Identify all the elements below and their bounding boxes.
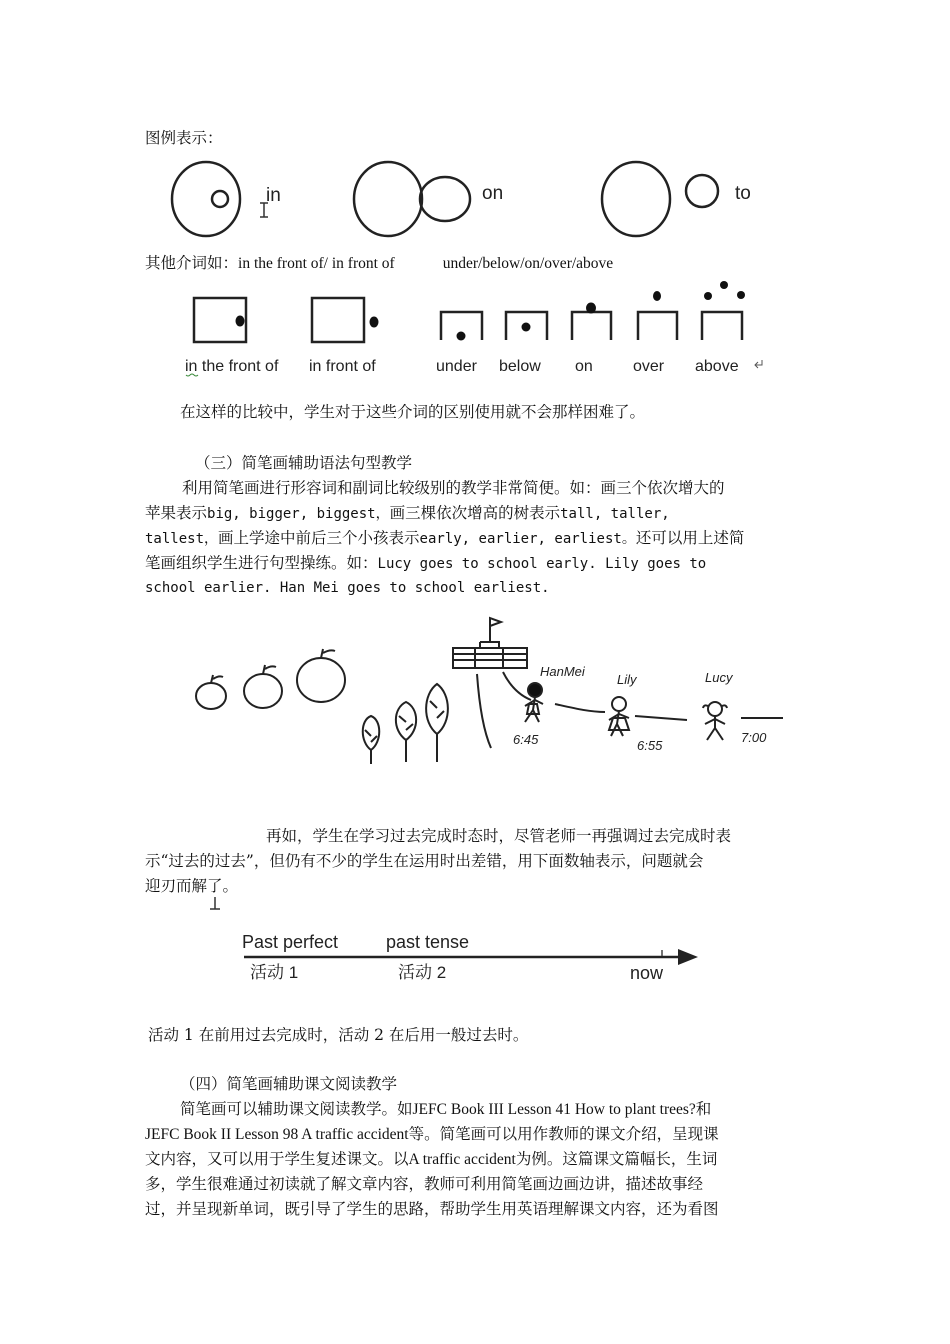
p5-l2b: 等。简笔画可以用作教师的课文介绍，呈现课 <box>408 1125 719 1143</box>
child-lucy-icon <box>703 702 727 740</box>
apple-medium-icon <box>244 665 282 708</box>
dot-above-2 <box>720 281 728 289</box>
circle-small-in <box>212 191 228 207</box>
p5-l2a: JEFC Book II Lesson 98 A traffic accident <box>145 1126 409 1143</box>
p2-line-1: 利用简笔画进行形容词和副词比较级别的教学非常简便。如：画三个依次增大的 <box>182 479 725 497</box>
p5-l1c: 和 <box>695 1100 712 1118</box>
circle-big-on <box>354 162 422 236</box>
label-on: on <box>482 183 504 204</box>
figure-circles-in-on-to <box>160 155 790 245</box>
label-to: to <box>735 183 751 204</box>
circle-big-to <box>602 162 670 236</box>
label-in: in <box>266 185 281 206</box>
heading-section-3: （三）简笔画辅助语法句型教学 <box>195 454 413 472</box>
label-above: above <box>695 358 739 375</box>
p3-line-1: 再如，学生在学习过去完成时态时，尽管老师一再强调过去完成时表 <box>266 827 732 845</box>
p2-l3a: tallest， <box>145 531 219 547</box>
paragraph-timeline-explanation: 活动 1 在前用过去完成时，活动 2 在后用一般过去时。 <box>148 1026 529 1044</box>
intro-label: 图例表示： <box>145 129 223 147</box>
arch-on <box>572 312 611 340</box>
label-in-front-of: in front of <box>309 358 376 375</box>
p5-line-3 <box>145 1149 717 1170</box>
p2-l4b: Lucy goes to school early. Lily goes to <box>377 556 707 572</box>
other-prepositions-prefix: 其他介词如： <box>145 254 239 272</box>
p2-l3d: 还可以用上述简 <box>635 529 745 547</box>
return-mark-icon <box>755 360 762 368</box>
track-line-1 <box>555 704 605 712</box>
arch-above <box>702 312 742 340</box>
tree-short-icon <box>363 716 380 764</box>
circle-big-in <box>172 162 240 236</box>
p5-line-4: 多，学生很难通过初读就了解文章内容，教师可利用简笔画边画边讲，描述故事经 <box>145 1175 704 1193</box>
p5-line-2 <box>145 1124 719 1145</box>
circle-small-to <box>686 175 718 207</box>
track-line-2 <box>635 716 687 720</box>
p2-l2d: tall, taller, <box>560 506 670 522</box>
p2-line-3 <box>145 528 744 549</box>
name-lily: Lily <box>617 672 637 687</box>
p5-l1a: 简笔画可以辅助课文阅读教学。如 <box>180 1100 413 1118</box>
label-under: under <box>436 358 477 375</box>
p2-l2c: 画三棵依次增高的树表示 <box>389 504 561 522</box>
heading-section-4: （四）简笔画辅助课文阅读教学 <box>180 1075 398 1093</box>
dot-under <box>457 332 466 341</box>
child-lily-icon <box>609 697 629 736</box>
other-prepositions-line <box>145 253 613 274</box>
p2-line-4 <box>145 553 706 574</box>
dot-below <box>522 323 531 332</box>
p2-l3b: 画上学途中前后三个小孩表示 <box>218 529 420 547</box>
dot-in-the-front-of <box>236 316 245 327</box>
p5-line-5: 过，并呈现新单词，既引导了学生的思路，帮助学生用英语理解课文内容，还为看图 <box>145 1200 719 1218</box>
apple-small-icon <box>196 675 226 709</box>
label-over: over <box>633 358 665 375</box>
figure-comparatives-drawing <box>185 612 795 772</box>
other-prepositions-part1: in the front of/ in front of <box>238 255 395 272</box>
arch-over <box>638 312 677 340</box>
name-lucy: Lucy <box>705 670 733 685</box>
dot-above-1 <box>704 292 712 300</box>
circle-small-on <box>420 177 470 221</box>
dot-above-3 <box>737 291 745 299</box>
p3-line-3: 迎刃而解了。 <box>145 877 239 895</box>
label-activity-2: 活动 2 <box>398 963 447 982</box>
p2-l2a: 苹果表示 <box>145 504 208 522</box>
p2-l4a: 笔画组织学生进行句型操练。如： <box>145 554 378 572</box>
label-activity-1: 活动 1 <box>250 963 299 982</box>
road-line <box>477 674 491 748</box>
time-lucy: 7:00 <box>741 730 767 745</box>
label-past-perfect: Past perfect <box>242 932 339 952</box>
timeline-arrowhead-icon <box>678 949 698 965</box>
time-hanmei: 6:45 <box>513 732 539 747</box>
child-hanmei-icon <box>525 683 543 722</box>
label-below: below <box>499 358 541 375</box>
cursor-mark-icon <box>210 897 220 909</box>
p5-l1b: JEFC Book III Lesson 41 How to plant trees? <box>412 1101 696 1118</box>
apple-large-icon <box>297 649 345 702</box>
time-lily: 6:55 <box>637 738 663 753</box>
p2-line-2 <box>145 503 670 524</box>
p2-l2b: big, bigger, biggest， <box>207 506 390 522</box>
box-in-front-of <box>312 298 364 342</box>
dot-in-front-of <box>370 317 379 328</box>
p5-l3a: 文内容，又可以用于学生复述课文。以 <box>145 1150 409 1168</box>
label-now: now <box>630 963 664 983</box>
name-hanmei: HanMei <box>540 664 585 679</box>
p5-l3b: A traffic accident <box>408 1151 516 1168</box>
p2-l3c: early, earlier, earliest。 <box>419 531 636 547</box>
tree-tallest-icon <box>426 684 448 762</box>
dot-over <box>653 291 661 301</box>
p5-line-1 <box>180 1099 711 1120</box>
other-prepositions-part2: under/below/on/over/above <box>442 255 614 272</box>
tree-taller-icon <box>396 702 416 762</box>
label-in-the-front-of: in the front of <box>185 358 279 375</box>
figure-prepositions-boxes <box>178 278 768 386</box>
figure-timeline <box>200 895 720 990</box>
label-on-box: on <box>575 358 593 375</box>
p2-line-5: school earlier. Han Mei goes to school earliest. <box>145 580 550 596</box>
p5-l3c: 为例。这篇课文篇幅长，生词 <box>515 1150 718 1168</box>
school-building-icon <box>453 618 527 668</box>
p3-line-2: 示“过去的过去”，但仍有不少的学生在运用时出差错，用下面数轴表示，问题就会 <box>145 852 704 870</box>
dot-on <box>586 303 596 314</box>
paragraph-comparison: 在这样的比较中，学生对于这些介词的区别使用就不会那样困难了。 <box>180 403 646 421</box>
road-line-2 <box>503 672 531 700</box>
label-past-tense: past tense <box>386 932 470 952</box>
